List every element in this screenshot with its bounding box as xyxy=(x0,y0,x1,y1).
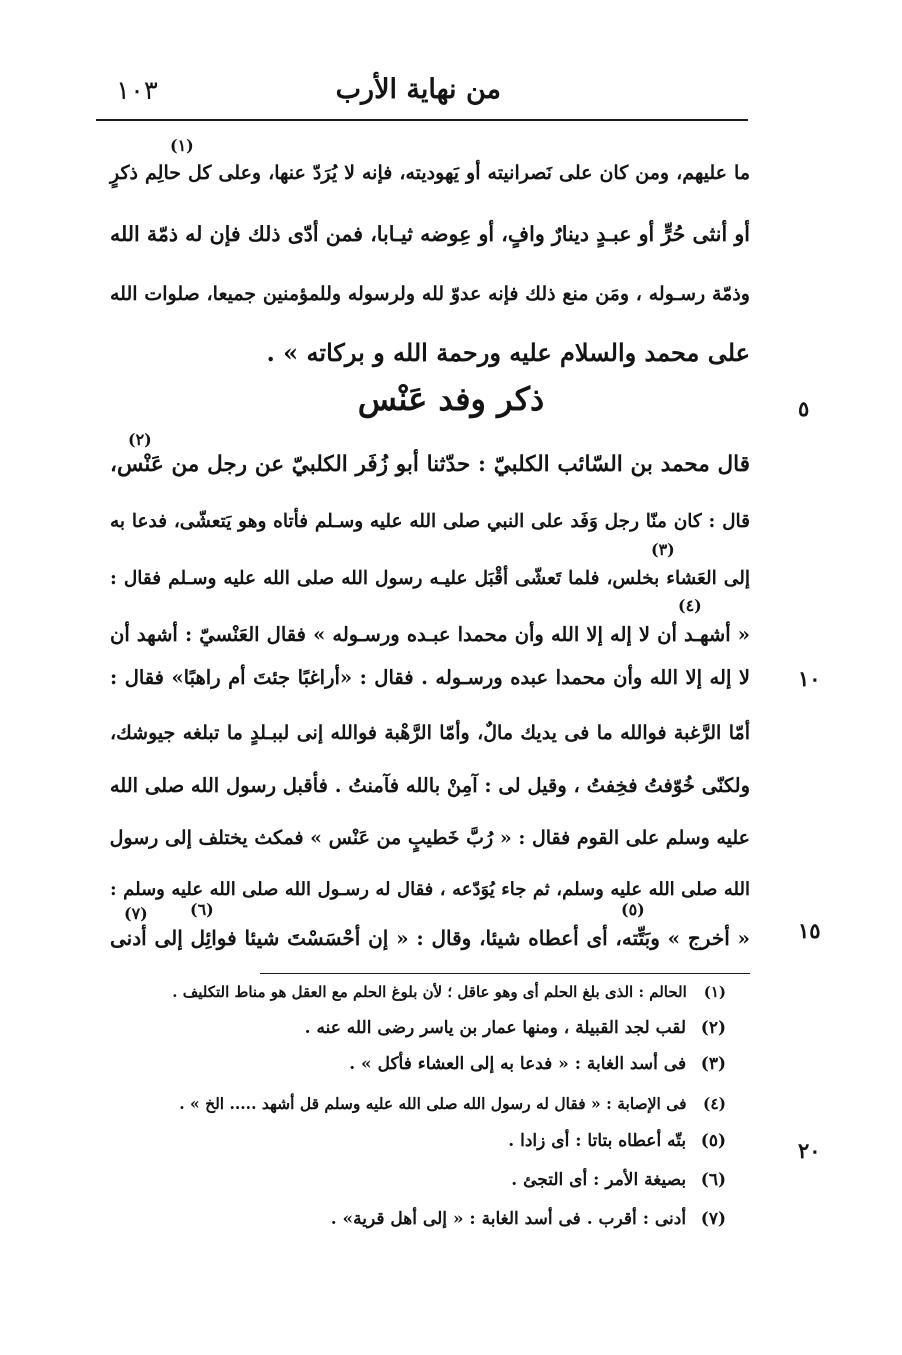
body-line: ما عليهم، ومن كان على نَصرانيته أو يَهوديته، فإنه لا يُرَدّ عنها، وعلى كل حالِم ذكرٍ xyxy=(110,162,750,184)
body-line: على محمد والسلام عليه ورحمة الله و بركاته » . xyxy=(266,338,750,367)
note-mark-7: (٧) xyxy=(124,904,148,923)
body-line: أمّا الرَّغبة فوالله ما فى يديك مالٌ، وأمّا الرَّهْبة فوالله إنى لببـلدٍ ما تبلغه جيوشك، xyxy=(110,722,750,744)
footnote-text: بصيغة الأمر : أى التجئ . xyxy=(511,1170,687,1190)
page-number: ١٠٣ xyxy=(116,76,158,106)
page-header xyxy=(96,74,746,114)
footnote xyxy=(166,1207,726,1231)
footnote-text: لقب لجد القبيلة ، ومنها عمار بن ياسر رضى الله عنه . xyxy=(304,1018,687,1038)
note-mark-5: (٥) xyxy=(621,900,645,919)
body-line: ولكنّى خُوّفتُ فخِفتُ ، وقيل لى : آمِنْ بالله فآمنتُ . فأقبل رسول الله صلى الله xyxy=(109,774,750,797)
footnote-text: بتّه أعطاه بتاتا : أى زادا . xyxy=(508,1131,687,1151)
footnote xyxy=(166,1052,726,1076)
section-heading: ذكر وفد عَنْس xyxy=(357,380,545,418)
body-line: وذمّة رسـوله ، ومَن منع ذلك فإنه عدوّ لله ولرسوله وللمؤمنين جميعا، صلوات الله xyxy=(110,283,750,305)
body-line: « أخرج » وبَتِّته، أى أعطاه شيئا، وقال : « إن أحْسَسْتَ شيئا فوائِل إلى أدنى xyxy=(110,926,750,950)
footnote xyxy=(166,980,726,1004)
margin-line-number: ٥ xyxy=(798,396,810,421)
footnote-number: (٢) xyxy=(700,1018,726,1038)
footnote xyxy=(166,1092,726,1116)
footnote-text: فى أسد الغابة : « فدعا به إلى العشاء فأكل » . xyxy=(349,1054,687,1074)
note-mark-1: (١) xyxy=(170,136,194,155)
footnote-number: (٤) xyxy=(702,1094,726,1113)
footnote-rule xyxy=(260,973,750,974)
body-line: لا إله إلا الله وأن محمدا عبده ورسـوله . فقال : «أراغبًا جئتَ أم راهبًا» فقال : xyxy=(110,666,750,689)
body-line: إلى العَشاء بخلس، فلما تَعشّى أقْبَل عليـه رسول الله صلى الله عليه وسـلم فقال : xyxy=(110,568,750,589)
margin-line-number: ١٥ xyxy=(798,918,821,943)
body-line: قال محمد بن السّائب الكلبيّ : حدّثنا أبو زُفَر الكلبيّ عن رجل من عَنْس، xyxy=(110,452,750,477)
footnote-text: الحالم : الذى بلغ الحلم أى وهو عاقل ؛ لأن بلوغ الحلم مع العقل هو مناط التكليف . xyxy=(172,983,687,1001)
body-line: أو أنثى حُرٍّ أو عبـدٍ دينارٌ وافٍ، أو عِوضه ثيـابا، فمن أدّى ذلك فإن له ذمّة الله xyxy=(110,222,750,246)
footnote-number: (٧) xyxy=(700,1209,726,1229)
body-line: « أشهـد أن لا إله إلا الله وأن محمدا عبـده ورسـوله » فقال العَنْسيّ : أشهد أن xyxy=(110,623,750,646)
footnote-text: فى الإصابة : « فقال له رسول الله صلى الله عليه وسلم قل أشهد ..... الخ » . xyxy=(179,1094,687,1113)
note-mark-3: (٣) xyxy=(651,540,675,559)
footnote-number: (٥) xyxy=(700,1131,726,1151)
footnote-text: أدنى : أقرب . فى أسد الغابة : « إلى أهل قرية» . xyxy=(330,1209,687,1229)
footnote xyxy=(166,1168,726,1192)
note-mark-6: (٦) xyxy=(190,900,214,919)
running-title: من نهاية الأرب xyxy=(335,74,501,105)
header-rule xyxy=(96,119,748,121)
footnote-number: (١) xyxy=(703,983,726,1001)
footnote xyxy=(166,1129,726,1153)
note-mark-4: (٤) xyxy=(678,596,702,615)
margin-line-number: ٢٠ xyxy=(798,1138,821,1163)
body-line: عليه وسلم على القوم فقال : « رُبَّ خَطيبٍ من عَنْس » فمكث يختلف إلى رسول xyxy=(109,827,750,849)
note-mark-2: (٢) xyxy=(128,430,152,449)
footnote xyxy=(166,1016,726,1040)
body-line: قال : كان منّا رجل وَفَد على النبي صلى الله عليه وسـلم فأتاه وهو يَتعشّى، فدعا به xyxy=(110,511,750,532)
footnote-number: (٣) xyxy=(700,1054,726,1074)
body-line: الله صلى الله عليه وسلم، ثم جاء يُوَدّعه ، فقال له رسـول الله صلى الله عليه وسلم : xyxy=(110,879,750,900)
footnote-number: (٦) xyxy=(700,1170,726,1190)
margin-line-number: ١٠ xyxy=(798,666,821,691)
